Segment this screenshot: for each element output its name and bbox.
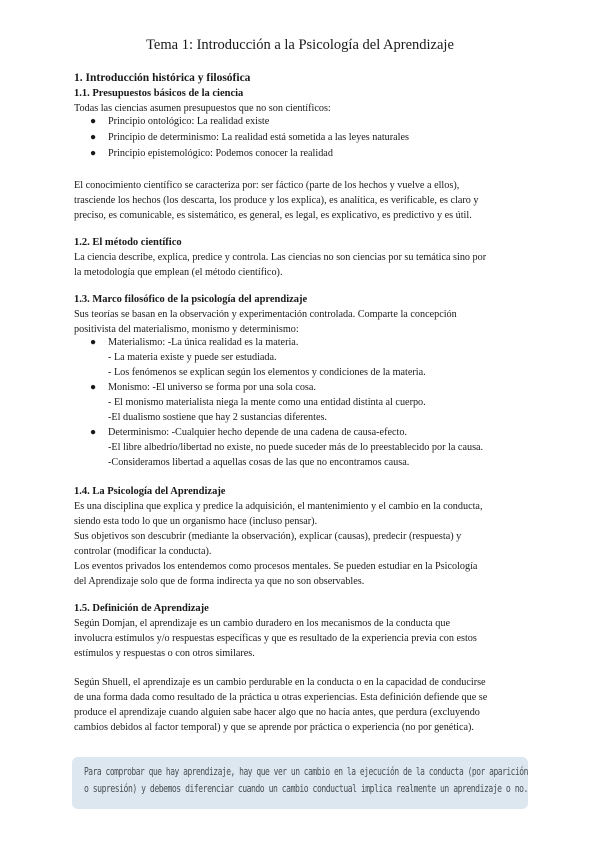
- paragraph-line: Sus objetivos son descubrir (mediante la observación), explicar (causas), predecir (respuesta) y: [74, 531, 462, 542]
- paragraph-line: controlar (modificar la conducta).: [74, 546, 212, 557]
- page-title: Tema 1: Introducción a la Psicología del Aprendizaje: [146, 37, 454, 53]
- sub-item: - La materia existe y puede ser estudiada.: [108, 352, 277, 363]
- paragraph-line: El conocimiento científico se caracteriza por: ser fáctico (parte de los hechos y vuelve a ellos),: [74, 180, 460, 191]
- paragraph-line: la metodología que emplean (el método científico).: [74, 267, 283, 278]
- bullet-item: Principio de determinismo: La realidad está sometida a las leyes naturales: [108, 132, 409, 143]
- paragraph-line: Según Shuell, el aprendizaje es un cambio perdurable en la conducta o en la capacidad de conducirse: [74, 677, 486, 688]
- paragraph-line: Los eventos privados los entendemos como procesos mentales. Se pueden estudiar en la Psicología: [74, 561, 478, 572]
- paragraph-line: trasciende los hechos (los descarta, los produce y los explica), es analítica, es verificable, es claro y: [74, 195, 479, 206]
- section-1-1-heading: 1.1. Presupuestos básicos de la ciencia: [74, 88, 244, 99]
- sub-item: - El monismo materialista niega la mente como una entidad distinta al cuerpo.: [108, 397, 426, 408]
- section-1-3-heading: 1.3. Marco filosófico de la psicología del aprendizaje: [74, 294, 308, 305]
- bullet-dot: ●: [90, 337, 97, 348]
- bullet-item: Principio ontológico: La realidad existe: [108, 116, 270, 127]
- bullet-dot: ●: [90, 148, 97, 159]
- bullet-item: Principio epistemológico: Podemos conocer la realidad: [108, 148, 333, 159]
- paragraph-line: Según Domjan, el aprendizaje es un cambio duradero en los mecanismos de la conducta que: [74, 618, 450, 629]
- bullet-dot: ●: [90, 116, 97, 127]
- section-1-2-heading: 1.2. El método científico: [74, 237, 182, 248]
- paragraph-line: siendo esta todo lo que un organismo hace (incluso pensar).: [74, 516, 318, 527]
- bullet-dot: ●: [90, 132, 97, 143]
- sub-item: -Consideramos libertad a aquellas cosas de las que no encontramos causa.: [108, 457, 410, 468]
- bullet-item: Monismo: -El universo se forma por una sola cosa.: [108, 382, 316, 393]
- section-1-5-heading: 1.5. Definición de Aprendizaje: [74, 603, 209, 614]
- sub-item: - Los fenómenos se explican según los elementos y condiciones de la materia.: [108, 367, 426, 378]
- callout-box: [72, 757, 528, 809]
- paragraph-line: de una forma dada como resultado de la práctica u otras experiencias. Esta definición defiende que se: [74, 692, 488, 703]
- section-1-4-heading: 1.4. La Psicología del Aprendizaje: [74, 486, 226, 497]
- paragraph-line: La ciencia describe, explica, predice y controla. Las ciencias no son ciencias por su temática sino por: [74, 252, 487, 263]
- paragraph-line: positivista del materialismo, monismo y determinismo:: [74, 324, 299, 335]
- sub-item: -El dualismo sostiene que hay 2 sustancias diferentes.: [108, 412, 327, 423]
- section-1-heading: 1. Introducción histórica y filosófica: [74, 72, 251, 84]
- paragraph-line: estímulos y respuestas o con otros similares.: [74, 648, 255, 659]
- paragraph-line: involucra estímulos y/o respuestas específicas y que es resultado de la experiencia previa con estos: [74, 633, 477, 644]
- paragraph-line: Es una disciplina que explica y predice la adquisición, el mantenimiento y el cambio en la conducta,: [74, 501, 483, 512]
- bullet-item: Materialismo: -La única realidad es la materia.: [108, 337, 299, 348]
- bullet-dot: ●: [90, 427, 97, 438]
- callout-line: Para comprobar que hay aprendizaje, hay que ver un cambio en la ejecución de la conducta (por aparición: [84, 767, 528, 778]
- sub-item: -El libre albedrío/libertad no existe, no puede suceder más de lo preestablecido por la causa.: [108, 442, 484, 453]
- bullet-item: Determinismo: -Cualquier hecho depende de una cadena de causa-efecto.: [108, 427, 407, 438]
- section-1-1-intro: Todas las ciencias asumen presupuestos que no son científicos:: [74, 103, 331, 114]
- paragraph-line: produce el aprendizaje cuando alguien sabe hacer algo que no hacía antes, que perdura (excluyendo: [74, 707, 480, 718]
- paragraph-line: del Aprendizaje solo que de forma indirecta ya que no son observables.: [74, 576, 365, 587]
- bullet-dot: ●: [90, 382, 97, 393]
- callout-line: o supresión) y debemos diferenciar cuando un cambio conductual implica realmente un aprendizaje o no.: [84, 784, 528, 795]
- paragraph-line: Sus teorías se basan en la observación y experimentación controlada. Comparte la concepción: [74, 309, 457, 320]
- paragraph-line: preciso, es comunicable, es sistemático, es general, es legal, es explicativo, es predictivo y es útil.: [74, 210, 472, 221]
- paragraph-line: cambios debidos al factor temporal) y que se aprende por práctica o experiencia (no por genética).: [74, 722, 474, 733]
